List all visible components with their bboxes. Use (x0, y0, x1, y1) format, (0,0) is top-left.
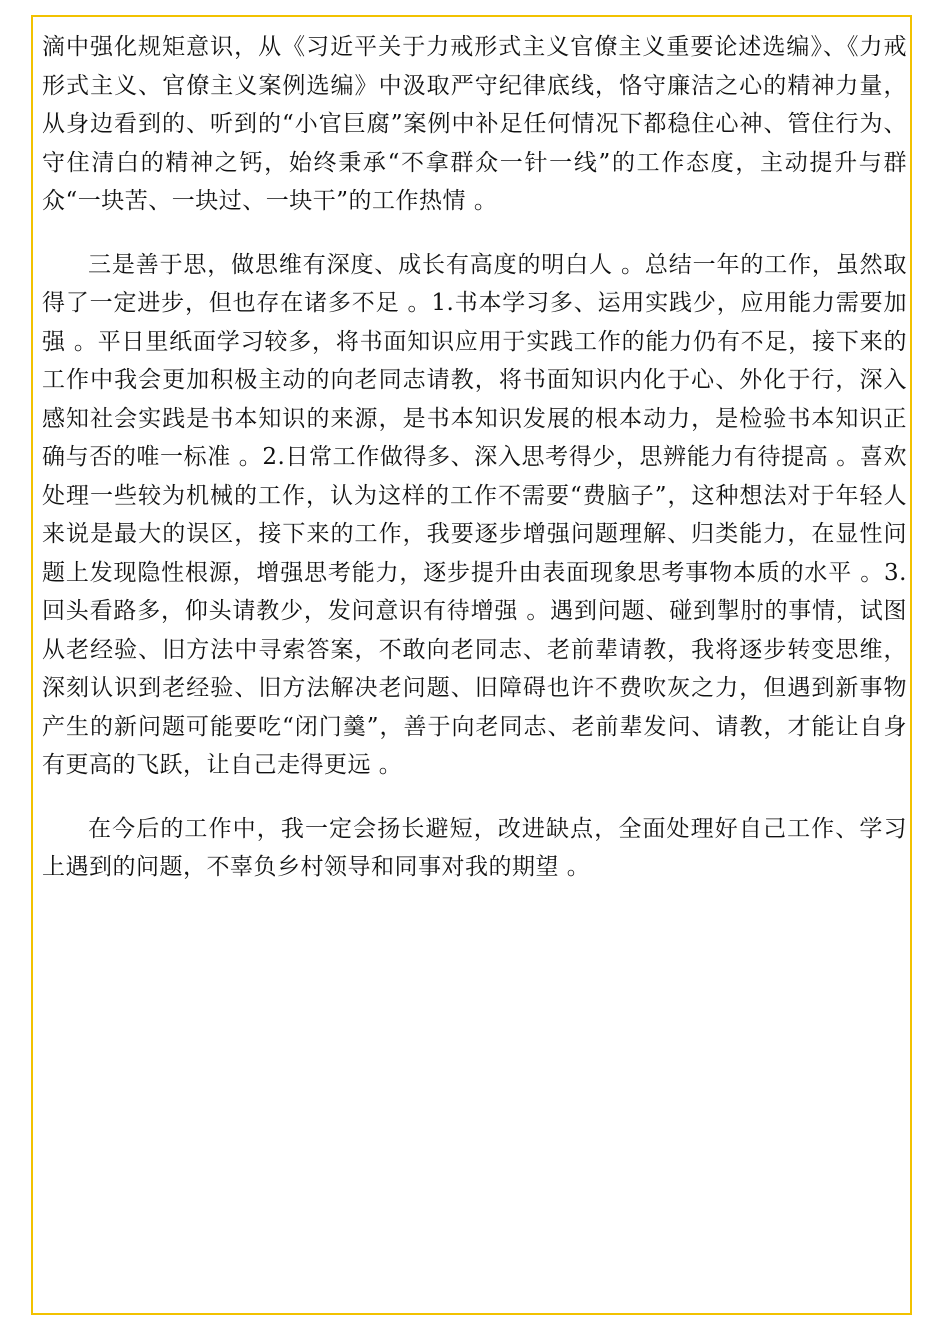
paragraph-thinking: 三是善于思，做思维有深度、成长有高度的明白人 。总结一年的工作，虽然取得了一定进步，但也存在诸多不足 。1.书本学习多、运用实践少，应用能力需要加强 。平日里纸面学习较多，将书面知识应用于实践工作的能力仍有不足，接下来的工作中我会更加积极主动的向老同志请教，将书面知识内化于心、外化于行，深入感知社会实践是书本知识的来源，是书本知识发展的根本动力，是检验书本知识正确与否的唯一标准 。2.日常工作做得多、深入思考得少，思辨能力有待提高 。喜欢处理一些较为机械的工作，认为这样的工作不需要“费脑子”，这种想法对于年轻人来说是最大的误区，接下来的工作，我要逐步增强问题理解、归类能力，在显性问题上发现隐性根源，增强思考能力，逐步提升由表面现象思考事物本质的水平 。3.回头看路多，仰头请教少，发问意识有待增强 。遇到问题、碰到掣肘的事情，试图从老经验、旧方法中寻索答案，不敢向老同志、老前辈请教，我将逐步转变思维，深刻认识到老经验、旧方法解决老问题、旧障碍也许不费吹灰之力，但遇到新事物产生的新问题可能要吃“闭门羹”，善于向老同志、老前辈发问、请教，才能让自身有更高的飞跃，让自己走得更远 。 (42, 251, 907, 778)
document-body (42, 28, 907, 912)
paragraph-conclusion: 在今后的工作中，我一定会扬长避短，改进缺点，全面处理好自己工作、学习上遇到的问题，不辜负乡村领导和同事对我的期望 。 (42, 815, 907, 880)
paragraph-continuation: 滴中强化规矩意识，从《习近平关于力戒形式主义官僚主义重要论述选编》、《力戒形式主义、官僚主义案例选编》中汲取严守纪律底线，恪守廉洁之心的精神力量，从身边看到的、听到的“小官巨腐”案例中补足任何情况下都稳住心神、管住行为、守住清白的精神之钙，始终秉承“不拿群众一针一线”的工作态度，主动提升与群众“一块苦、一块过、一块干”的工作热情 。 (42, 34, 907, 214)
